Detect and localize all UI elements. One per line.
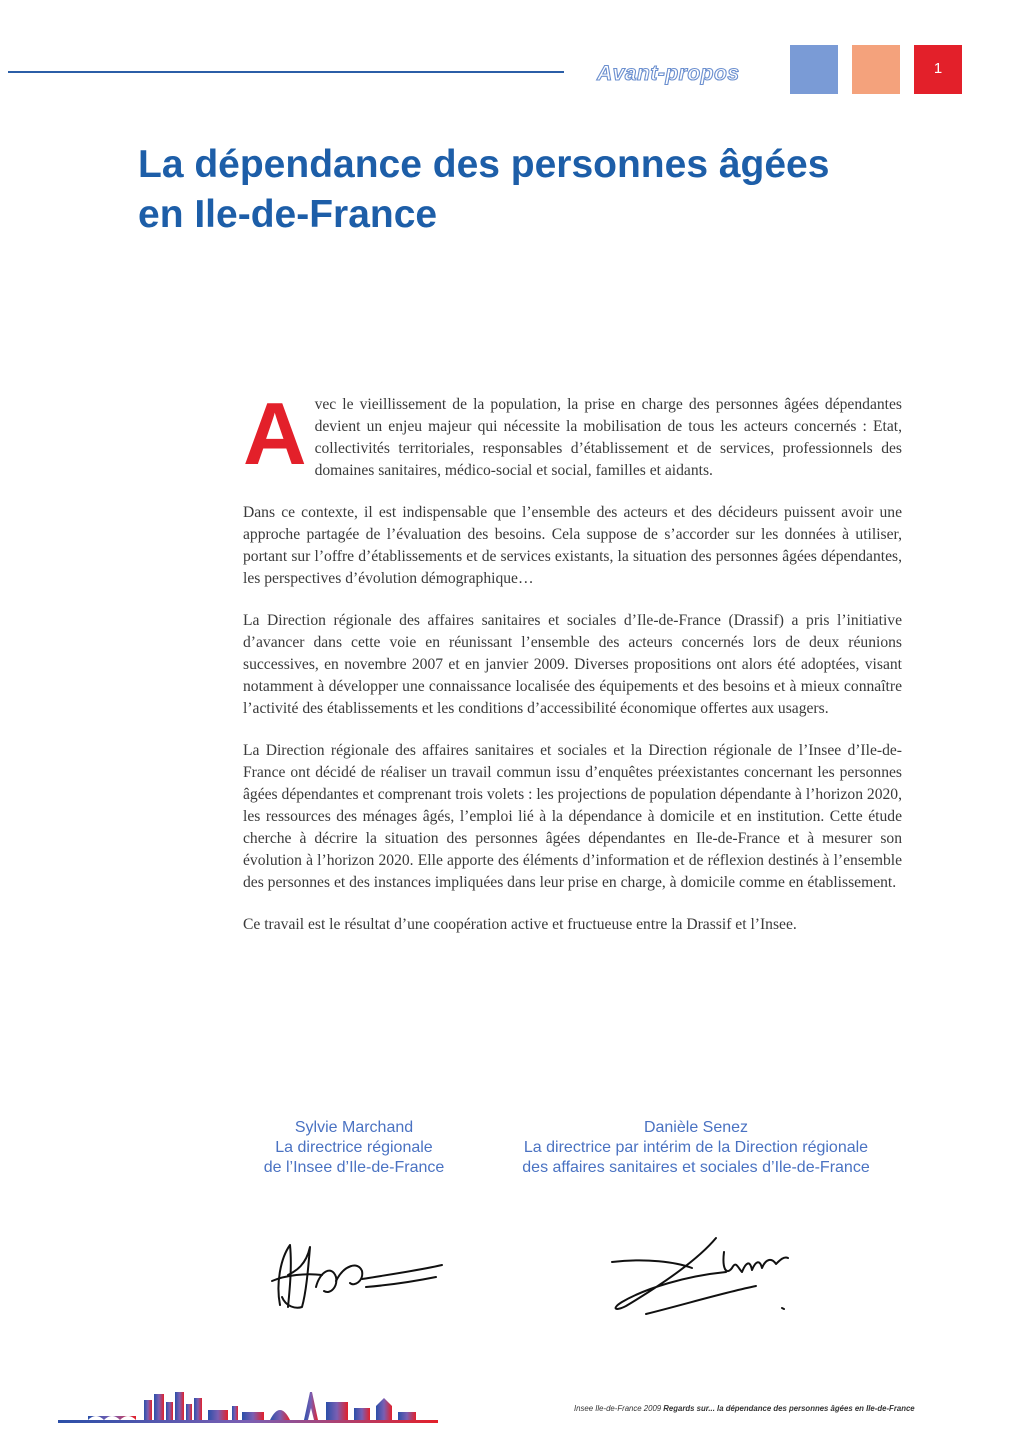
section-label: Avant-propos xyxy=(597,62,740,85)
paragraph-1-text: vec le vieillissement de la population, la prise en charge des personnes âgées dépendantes devient un enjeu majeur qui nécessite la mobilisation de tous les acteurs concernés : Etat, collectivités territoriales, responsables d’établissement et de services, professionnels des domaines sanitaires, médico-social et social, familles et aidants. xyxy=(314,396,902,479)
page-title xyxy=(138,140,978,240)
paragraph-2: Dans ce contexte, il est indispensable que l’ensemble des acteurs et des décideurs puissent avoir une approche partagée de l’évaluation des besoins. Cela suppose de s’accorder sur les données à utiliser, portant sur l’offre d’établissements et de services existants, la situation des personnes âgées dépendantes, les perspectives d’évolution démographique… xyxy=(243,504,902,587)
title-line-1: La dépendance des personnes âgées xyxy=(138,143,830,186)
signatory-right-role-1: La directrice par intérim de la Direction régionale xyxy=(523,1139,869,1156)
footer-title: Regards sur... la dépendance des personnes âgées en Ile-de-France xyxy=(663,1404,915,1413)
signatory-left-role-2: de l’Insee d’Ile-de-France xyxy=(263,1159,445,1176)
signatory-right-name: Danièle Senez xyxy=(643,1119,749,1136)
signatory-left xyxy=(240,1118,468,1178)
title-line-2: en Ile-de-France xyxy=(138,193,438,236)
page-number: 1 xyxy=(914,45,962,94)
paragraph-5: Ce travail est le résultat d’une coopération active et fructueuse entre la Drassif et l’Insee. xyxy=(243,916,797,933)
decorative-square-salmon xyxy=(852,45,900,94)
paragraph-1 xyxy=(243,384,902,483)
footer-citation xyxy=(574,1404,966,1413)
signatory-left-name: Sylvie Marchand xyxy=(294,1119,414,1136)
signature-right xyxy=(606,1232,796,1322)
signatory-right xyxy=(484,1118,908,1178)
header-rule xyxy=(8,71,564,73)
skyline-illustration xyxy=(58,1388,438,1428)
decorative-square-blue xyxy=(790,45,838,94)
drop-cap: A xyxy=(243,384,307,483)
paragraph-4: La Direction régionale des affaires sanitaires et sociales et la Direction régionale de l’Insee d’Ile-de-France ont décidé de réaliser un travail commun issu d’enquêtes préexistantes concernant les personnes âgées dépendantes et comprenant trois volets : les projections de population dépendante à l’horizon 2020, les ressources des ménages âgés, l’emploi lié à la dépendance à domicile et en institution. Cette étude cherche à décrire la situation des personnes âgées dépendantes en Ile-de-France et à mesurer son évolution à l’horizon 2020. Elle apporte des éléments d’information et de réflexion destinés à l’ensemble des personnes et des instances impliquées dans leur prise en charge, à domicile comme en établissement. xyxy=(243,742,902,891)
paragraph-3: La Direction régionale des affaires sanitaires et sociales d’Ile-de-France (Drassif) a pris l’initiative d’avancer dans cette voie en réunissant l’ensemble des acteurs concernés lors de deux réunions successives, en novembre 2007 et en janvier 2009. Diverses propositions ont alors été adoptées, visant notamment à développer une connaissance localisée des équipements et des besoins et à mieux connaître l’activité des établissements et les conditions d’accessibilité économique offertes aux usagers. xyxy=(243,612,902,717)
body-text xyxy=(243,384,902,956)
signatory-left-role-1: La directrice régionale xyxy=(275,1139,433,1156)
footer-prefix: Insee Ile-de-France 2009 xyxy=(574,1404,662,1413)
signatory-right-role-2: des affaires sanitaires et sociales d’Ile-de-France xyxy=(522,1159,870,1176)
signature-left xyxy=(266,1235,456,1315)
